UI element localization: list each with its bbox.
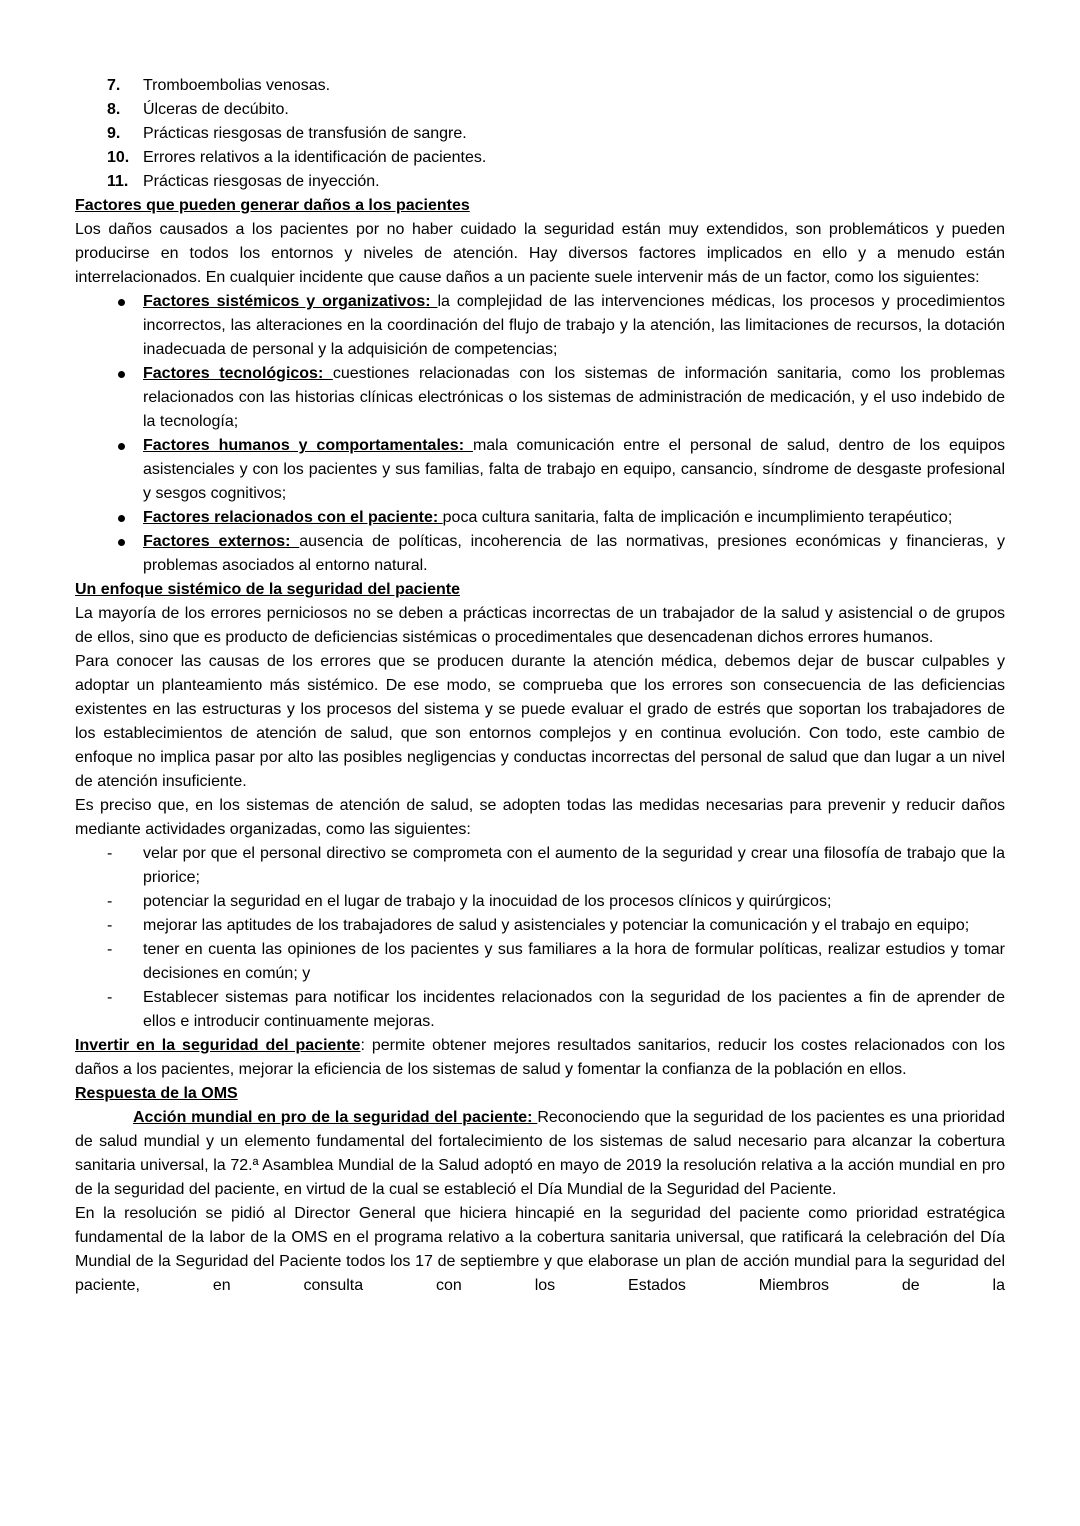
list-item-text xyxy=(143,509,952,526)
list-item xyxy=(75,914,1005,938)
section-heading: Factores que pueden generar daños a los pacientes xyxy=(75,197,470,214)
lead-in-text: Factores tecnológicos: xyxy=(143,365,333,382)
lead-in-text: Acción mundial en pro de la seguridad del paciente: xyxy=(133,1109,538,1126)
bullet-icon xyxy=(118,443,125,450)
list-number: 11. xyxy=(107,173,129,190)
bullet-icon xyxy=(118,371,125,378)
list-number: 8. xyxy=(107,101,121,118)
paragraph: Es preciso que, en los sistemas de atención de salud, se adopten todas las medidas necesarias para prevenir y reducir daños mediante actividades organizadas, como las siguientes: xyxy=(75,797,1005,838)
bullet-list xyxy=(75,290,1005,578)
bullet-icon xyxy=(118,515,125,522)
text-run: la complejidad de las intervenciones médicas, los procesos y procedimientos incorrectos, las alteraciones en la coordinación del flujo de trabajo y la atención, las limitaciones de recursos, la dotación inadecuada de personal y la adquisición de competencias; xyxy=(143,293,1005,358)
dash-marker: - xyxy=(107,893,113,910)
paragraph xyxy=(75,1106,1005,1202)
text-run: ausencia de políticas, incoherencia de las normativas, presiones económicas y financieras, y problemas asociados al entorno natural. xyxy=(143,533,1005,574)
bullet-icon xyxy=(118,299,125,306)
number-list xyxy=(75,74,1005,194)
dash-marker: - xyxy=(107,845,113,862)
list-item xyxy=(75,938,1005,986)
section-heading: Respuesta de la OMS xyxy=(75,1085,238,1102)
list-item xyxy=(75,434,1005,506)
list-item xyxy=(75,122,1005,146)
list-item xyxy=(75,530,1005,578)
list-item-text xyxy=(143,437,1005,502)
list-item xyxy=(75,362,1005,434)
list-item-text: Establecer sistemas para notificar los incidentes relacionados con la seguridad de los pacientes a fin de aprender de ellos e introducir continuamente mejoras. xyxy=(143,989,1005,1030)
list-item xyxy=(75,290,1005,362)
paragraph: Los daños causados a los pacientes por no haber cuidado la seguridad están muy extendidos, son problemáticos y pueden producirse en todos los entornos y niveles de atención. Hay diversos factores implicados en ello y a menudo están interrelacionados. En cualquier incidente que cause daños a un paciente suele intervenir más de un factor, como los siguientes: xyxy=(75,221,1005,286)
lead-in-text: Invertir en la seguridad del paciente xyxy=(75,1037,361,1054)
paragraph: En la resolución se pidió al Director General que hiciera hincapié en la seguridad del paciente como prioridad estratégica fundamental de la labor de la OMS en el programa relativo a la cobertura sanitaria universal, que ratificará la celebración del Día Mundial de la Seguridad del Paciente todos los 17 de septiembre y que elaborase un plan de acción mundial para la seguridad del paciente, en consulta con los Estados Miembros de la xyxy=(75,1205,1005,1294)
list-item xyxy=(75,146,1005,170)
list-number: 9. xyxy=(107,125,121,142)
paragraph xyxy=(75,1034,1005,1082)
list-item-text xyxy=(143,293,1005,358)
list-item xyxy=(75,842,1005,890)
list-item-text: potenciar la seguridad en el lugar de trabajo y la inocuidad de los procesos clínicos y quirúrgicos; xyxy=(143,893,832,910)
dash-marker: - xyxy=(107,989,113,1006)
list-item-text: mejorar las aptitudes de los trabajadores de salud y asistenciales y potenciar la comunicación y el trabajo en equipo; xyxy=(143,917,970,934)
paragraph: La mayoría de los errores perniciosos no se deben a prácticas incorrectas de un trabajador de la salud y asistencial o de grupos de ellos, sino que es producto de deficiencias sistémicas o procedimentales que desencadenan dichos errores humanos. xyxy=(75,605,1005,646)
list-item xyxy=(75,986,1005,1034)
list-item-text: Prácticas riesgosas de transfusión de sangre. xyxy=(143,125,467,142)
list-item-text: Tromboembolias venosas. xyxy=(143,77,331,94)
text-run: Reconociendo que la seguridad de los pacientes es una prioridad de salud mundial y un elemento fundamental del fortalecimiento de los sistemas de salud necesario para alcanzar la cobertura sanitaria universal, la 72.ª Asamblea Mundial de la Salud adoptó en mayo de 2019 la resolución relativa a la acción mundial en pro de la seguridad del paciente, en virtud de la cual se estableció el Día Mundial de la Seguridad del Paciente. xyxy=(75,1109,1006,1198)
list-item-text: velar por que el personal directivo se comprometa con el aumento de la seguridad y crear una filosofía de trabajo que la priorice; xyxy=(143,845,1005,886)
list-item-text: tener en cuenta las opiniones de los pacientes y sus familiares a la hora de formular políticas, realizar estudios y tomar decisiones en común; y xyxy=(143,941,1005,982)
paragraph: Para conocer las causas de los errores que se producen durante la atención médica, debemos dejar de buscar culpables y adoptar un planteamiento más sistémico. De ese modo, se comprueba que los errores son consecuencia de las deficiencias existentes en las estructuras y los procesos del sistema y se puede evaluar el grado de estrés que soportan los trabajadores de los establecimientos de atención de salud, que son entornos complejos y en continua evolución. Con todo, este cambio de enfoque no implica pasar por alto las posibles negligencias y conductas incorrectas del personal de salud que dan lugar a un nivel de atención insuficiente. xyxy=(75,653,1005,790)
lead-in-text: Factores sistémicos y organizativos: xyxy=(143,293,438,310)
list-item xyxy=(75,98,1005,122)
text-run: poca cultura sanitaria, falta de implicación e incumplimiento terapéutico; xyxy=(442,509,953,526)
document-body xyxy=(75,74,1005,1298)
list-item xyxy=(75,74,1005,98)
list-item xyxy=(75,170,1005,194)
list-item-text xyxy=(143,365,1005,430)
dash-marker: - xyxy=(107,941,113,958)
text-run: : permite obtener mejores resultados sanitarios, reducir los costes relacionados con los daños a los pacientes, mejorar la eficiencia de los sistemas de salud y fomentar la confianza de la población en ellos. xyxy=(75,1037,1006,1078)
dash-marker: - xyxy=(107,917,113,934)
list-item xyxy=(75,506,1005,530)
list-number: 7. xyxy=(107,77,121,94)
list-item xyxy=(75,890,1005,914)
text-run: cuestiones relacionadas con los sistemas de información sanitaria, como los problemas relacionados con las historias clínicas electrónicas o los sistemas de administración de medicación, y el uso indebido de la tecnología; xyxy=(143,365,1006,430)
list-number: 10. xyxy=(107,149,130,166)
lead-in-text: Factores humanos y comportamentales: xyxy=(143,437,473,454)
list-item-text: Errores relativos a la identificación de pacientes. xyxy=(143,149,487,166)
bullet-icon xyxy=(118,539,125,546)
list-item-text: Prácticas riesgosas de inyección. xyxy=(143,173,380,190)
list-item-text xyxy=(143,533,1005,574)
dash-list xyxy=(75,842,1005,1034)
lead-in-text: Factores relacionados con el paciente: xyxy=(143,509,443,526)
list-item-text: Úlceras de decúbito. xyxy=(143,101,289,118)
section-heading: Un enfoque sistémico de la seguridad del paciente xyxy=(75,581,460,598)
lead-in-text: Factores externos: xyxy=(143,533,300,550)
text-run: mala comunicación entre el personal de salud, dentro de los equipos asistenciales y con los pacientes y sus familias, falta de trabajo en equipo, cansancio, síndrome de desgaste profesional y sesgos cognitivos; xyxy=(143,437,1005,502)
